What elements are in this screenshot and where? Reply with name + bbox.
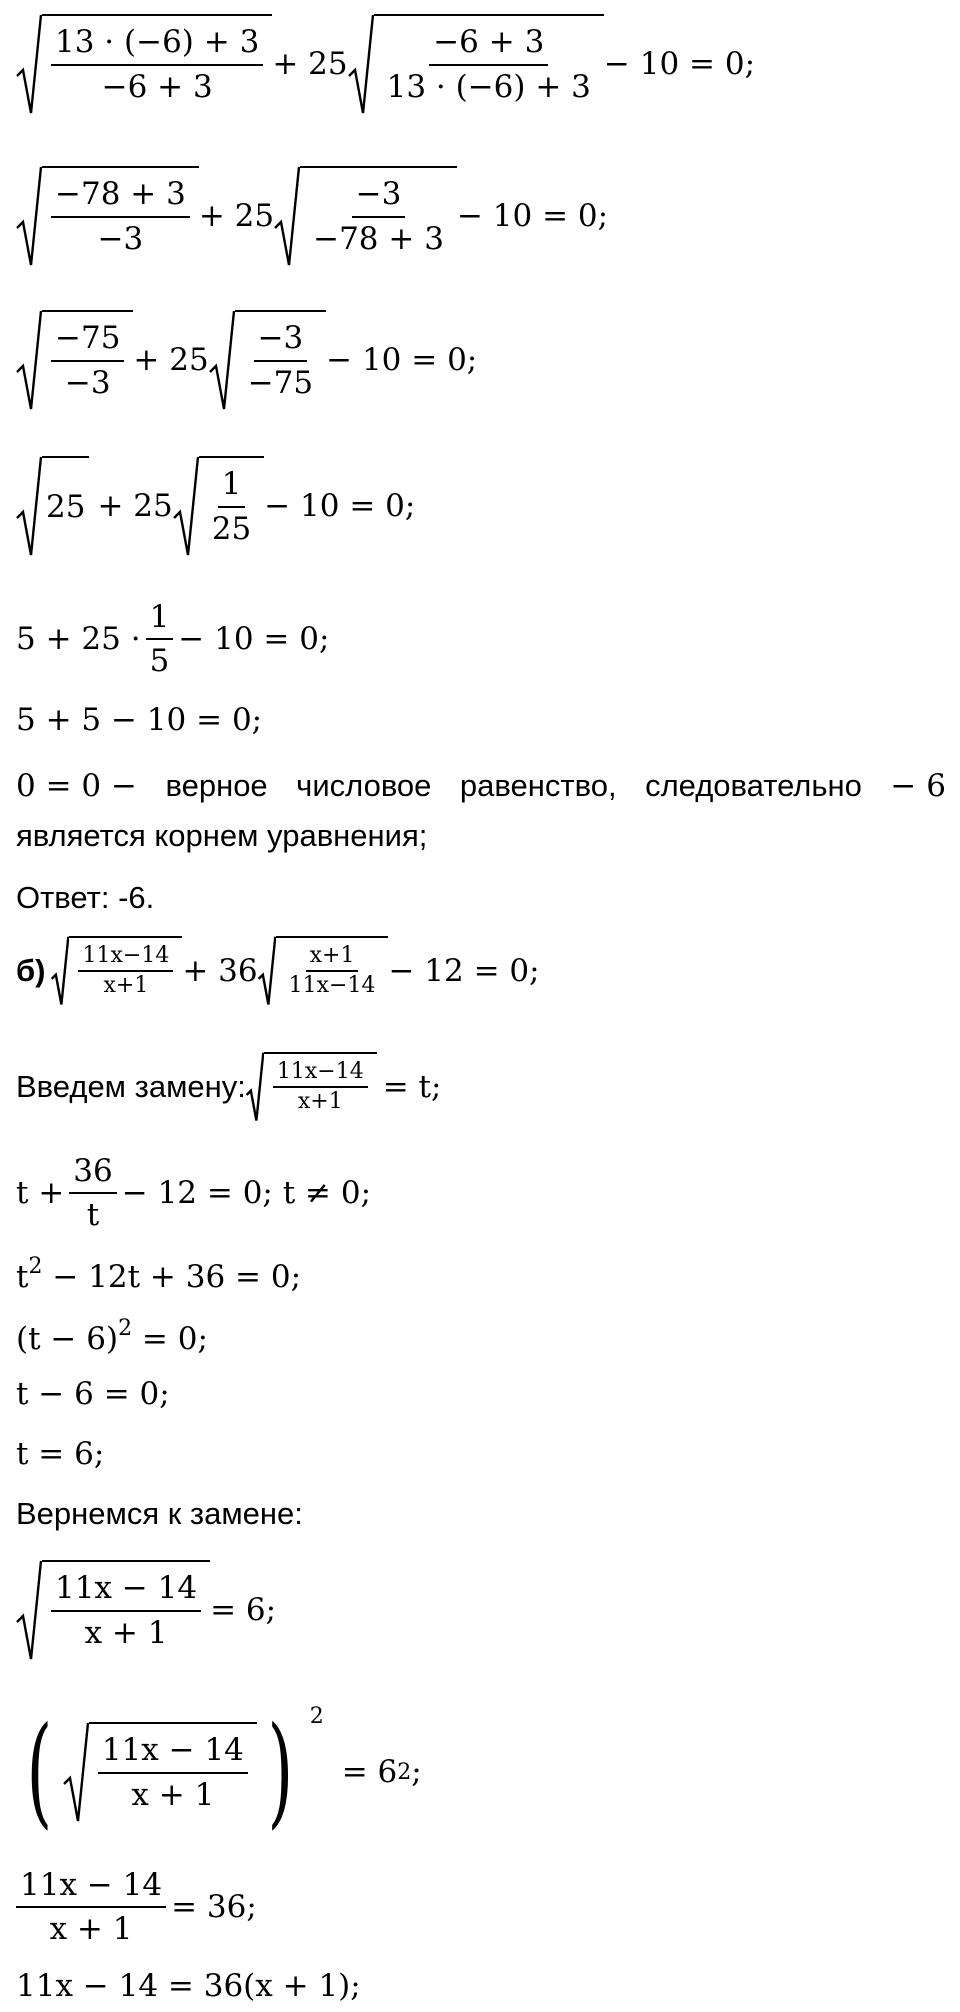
substitution-text: Введем замену:: [16, 1068, 246, 1104]
rhs-exponent: 2: [397, 1760, 412, 1785]
equation-tail: − 10 = 0;: [326, 342, 478, 378]
denominator: 13 · (−6) + 3: [386, 68, 591, 105]
denominator: −3: [97, 220, 144, 257]
equation-step-3: [16, 310, 477, 410]
radical-2: [209, 310, 326, 410]
radical-1: [16, 14, 272, 114]
denominator: x+1: [297, 1089, 343, 1115]
radical-2: [258, 936, 389, 1005]
left-paren: (: [26, 1702, 53, 1841]
denominator: −3: [64, 364, 111, 401]
part-b-equation: [16, 936, 540, 1005]
denominator: x + 1: [84, 1614, 168, 1651]
radical-1: [51, 936, 182, 1005]
word-1: верное: [165, 768, 268, 803]
base: t: [16, 1259, 29, 1295]
equation-head: 5 + 25 ·: [16, 621, 141, 658]
back-equation-3: [16, 1868, 257, 1946]
numerator: −3: [352, 177, 406, 217]
denominator: −78 + 3: [313, 220, 444, 257]
denominator: 11x−14: [288, 973, 376, 999]
conclusion-continuation: является корнем уравнения;: [16, 818, 428, 853]
equation-tail: = 36;: [171, 1889, 257, 1926]
part-b-label: б): [16, 952, 46, 988]
numerator: 11x − 14: [16, 1868, 166, 1908]
equation-rest: = 0;: [141, 1321, 208, 1357]
denominator: −75: [247, 364, 314, 401]
equation-head: t +: [16, 1175, 65, 1212]
equation-rest: − 12t + 36 = 0;: [52, 1259, 302, 1295]
conclusion-line: [16, 768, 946, 804]
equation-tail: − 10 = 0;: [178, 621, 330, 658]
back-equation-2: [16, 1702, 422, 1841]
radical-2: [173, 456, 264, 556]
rhs: = 6: [341, 1754, 398, 1790]
operator: + 25: [272, 46, 348, 82]
base: (t − 6): [16, 1321, 119, 1357]
equation-tail: − 10 = 0;: [264, 488, 416, 524]
equation-step-6: 5 + 5 − 10 = 0;: [16, 702, 263, 738]
radical-2: [274, 166, 457, 266]
back-substitution-text: Вернемся к замене:: [16, 1496, 303, 1531]
numerator: 13 · (−6) + 3: [51, 25, 263, 65]
numerator: 36: [69, 1154, 116, 1194]
equation-tail: = t;: [382, 1068, 442, 1105]
numerator: −6 + 3: [429, 25, 548, 65]
radicand: 25: [42, 456, 89, 556]
radical-1: [16, 310, 133, 410]
conclusion-root: − 6: [890, 768, 946, 804]
equation-step-2: [16, 166, 608, 266]
quadratic-equation: [16, 1254, 301, 1295]
numerator: −75: [51, 321, 124, 361]
right-paren: ): [267, 1702, 294, 1841]
word-2: числовое: [296, 768, 432, 803]
numerator: 11x − 14: [98, 1733, 248, 1773]
exponent: 2: [309, 1704, 324, 1729]
denominator: x + 1: [131, 1776, 215, 1813]
radical: [16, 1560, 210, 1660]
word-4: следовательно: [645, 768, 862, 803]
conclusion-math: 0 = 0 −: [16, 768, 137, 804]
operator: + 36: [182, 952, 258, 989]
operator: + 25: [133, 342, 209, 378]
equation-step-5: [16, 600, 329, 678]
equation-step-1: [16, 14, 755, 114]
exponent: 2: [28, 1254, 43, 1279]
radical-2: [348, 14, 604, 114]
radical: [246, 1052, 377, 1121]
denominator: x + 1: [49, 1911, 133, 1948]
numerator: −3: [254, 321, 308, 361]
back-equation-1: [16, 1560, 276, 1660]
exponent: 2: [118, 1316, 133, 1341]
equation-step-4: [16, 456, 415, 556]
back-equation-4: 11x − 14 = 36(x + 1);: [16, 1968, 361, 2004]
word-3: равенство,: [459, 768, 617, 803]
answer-line: Ответ: -6.: [16, 880, 155, 915]
equation-tail: − 12 = 0;: [388, 952, 540, 989]
numerator: x+1: [306, 944, 359, 972]
denominator: 5: [149, 643, 170, 680]
numerator: 1: [146, 600, 174, 640]
denominator: −6 + 3: [101, 68, 213, 105]
operator: + 25: [198, 198, 275, 234]
denominator: 25: [211, 510, 252, 547]
equation-end: ;: [411, 1754, 422, 1790]
numerator: 11x−14: [273, 1060, 368, 1088]
operator: + 25: [97, 488, 173, 524]
equation-tail: − 10 = 0;: [603, 46, 756, 82]
numerator: 1: [218, 467, 246, 507]
substitution-line: [16, 1052, 441, 1121]
numerator: 11x − 14: [51, 1571, 201, 1611]
square-equation: [16, 1316, 208, 1357]
equation-tail: − 12 = 0; t ≠ 0;: [121, 1175, 372, 1212]
equation-tail: − 10 = 0;: [456, 198, 609, 234]
substituted-equation: [16, 1154, 371, 1232]
numerator: 11x−14: [78, 944, 173, 972]
radical-1: [16, 456, 89, 556]
linear-equation: t − 6 = 0;: [16, 1376, 170, 1412]
equation-tail: = 6;: [210, 1592, 277, 1628]
radical: [63, 1722, 257, 1822]
radical-1: [16, 166, 199, 266]
t-value: t = 6;: [16, 1436, 105, 1472]
denominator: t: [86, 1197, 100, 1234]
denominator: x+1: [103, 973, 149, 999]
numerator: −78 + 3: [51, 177, 190, 217]
